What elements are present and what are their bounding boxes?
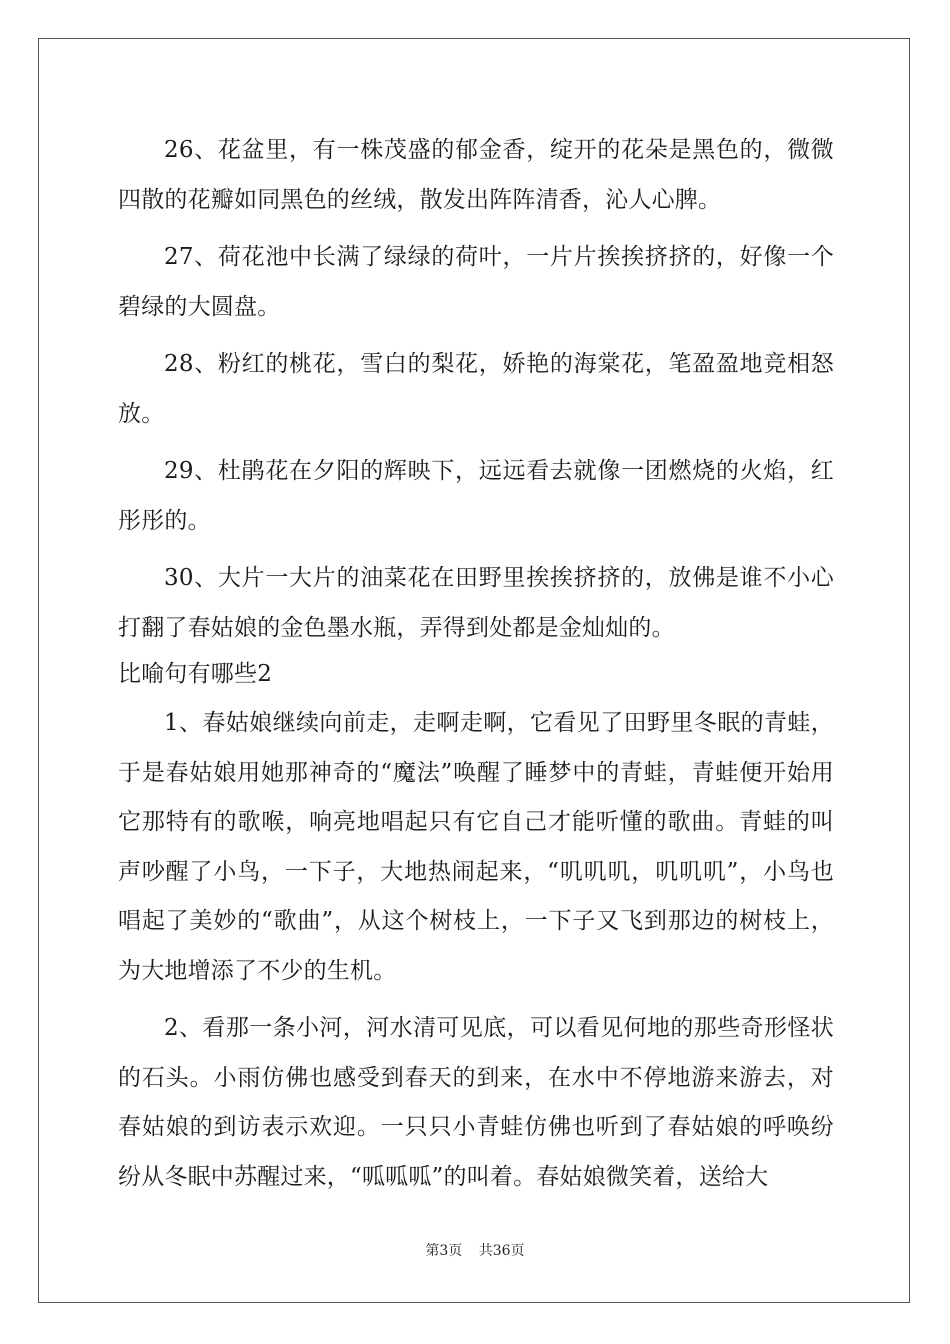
paragraph-30: 30、大片一大片的油菜花在田野里挨挨挤挤的，放佛是谁不小心打翻了春姑娘的金色墨水瓶，弄得到处都是金灿灿的。 [118, 565, 834, 641]
page-footer [0, 1240, 950, 1260]
page-number: 第3页 [425, 1243, 463, 1259]
document-body [118, 126, 834, 1210]
paragraph-27: 27、荷花池中长满了绿绿的荷叶，一片片挨挨挤挤的，好像一个碧绿的大圆盘。 [118, 244, 834, 320]
paragraph-28: 28、粉红的桃花，雪白的梨花，娇艳的海棠花，笔盈盈地竞相怒放。 [118, 351, 834, 427]
total-pages: 共36页 [478, 1243, 525, 1259]
paragraph-26: 26、花盆里，有一株茂盛的郁金香，绽开的花朵是黑色的，微微四散的花瓣如同黑色的丝绒，散发出阵阵清香，沁人心脾。 [118, 137, 834, 213]
paragraph-1: 1、春姑娘继续向前走，走啊走啊，它看见了田野里冬眠的青蛙，于是春姑娘用她那神奇的“魔法”唤醒了睡梦中的青蛙，青蛙便开始用它那特有的歌喉，响亮地唱起只有它自己才能听懂的歌曲。青蛙的叫声吵醒了小鸟，一下子，大地热闹起来，“叽叽叽，叽叽叽”，小鸟也唱起了美妙的“歌曲”，从这个树枝上，一下子又飞到那边的树枝上，为大地增添了不少的生机。 [118, 710, 834, 984]
paragraph-2: 2、看那一条小河，河水清可见底，可以看见何地的那些奇形怪状的石头。小雨仿佛也感受到春天的到来，在水中不停地游来游去，对春姑娘的到访表示欢迎。一只只小青蛙仿佛也听到了春姑娘的呼唤纷纷从冬眠中苏醒过来，“呱呱呱”的叫着。春姑娘微笑着，送给大 [118, 1015, 834, 1190]
paragraph-29: 29、杜鹃花在夕阳的辉映下，远远看去就像一团燃烧的火焰，红彤彤的。 [118, 458, 834, 534]
section-heading: 比喻句有哪些2 [118, 661, 273, 687]
